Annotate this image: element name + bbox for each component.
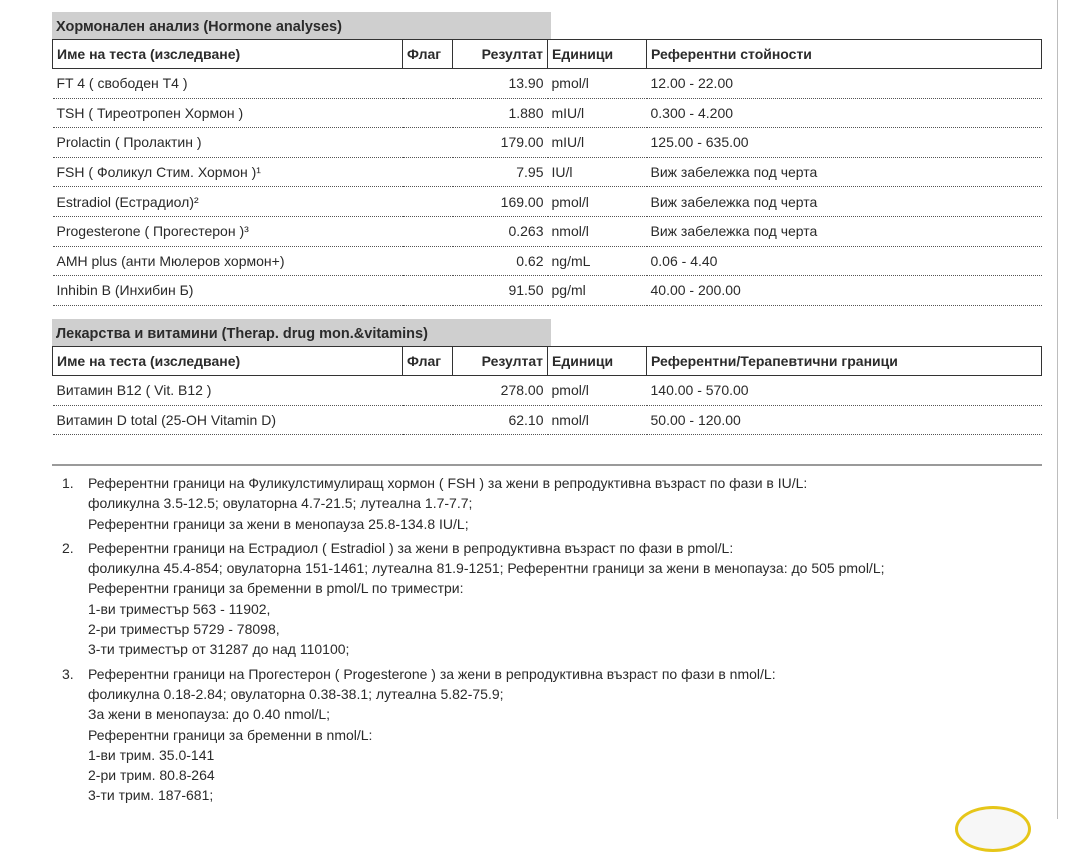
units-cell: nmol/l xyxy=(548,216,647,246)
test-name: FT 4 ( свободен T4 ) xyxy=(53,69,403,99)
footnote-line: 3-ти трим. 187-681; xyxy=(88,787,214,804)
col-header-units: Единици xyxy=(548,40,647,69)
table-row xyxy=(53,405,1042,435)
test-name: Inhibin B (Инхибин Б) xyxy=(53,276,403,306)
footnote-line: Референтни граници за бременни в nmol/L: xyxy=(88,726,373,743)
col-header-result: Резултат xyxy=(453,40,548,69)
table-row xyxy=(53,98,1042,128)
footnote-number: 2. xyxy=(62,539,74,556)
reference-range: Виж забележка под черта xyxy=(647,157,1042,187)
table-row xyxy=(53,69,1042,99)
col-header-ref: Референтни/Терапевтични граници xyxy=(647,347,1042,376)
units-cell: IU/l xyxy=(548,157,647,187)
result-value: 278.00 xyxy=(453,376,548,406)
table-header-row xyxy=(53,347,1042,376)
col-header-ref: Референтни стойности xyxy=(647,40,1042,69)
flag-cell xyxy=(403,157,453,187)
result-value: 7.95 xyxy=(453,157,548,187)
test-name: Prolactin ( Пролактин ) xyxy=(53,128,403,158)
result-value: 1.880 xyxy=(453,98,548,128)
footnote-line: За жени в менопауза: до 0.40 nmol/L; xyxy=(88,706,331,723)
footnote-line: фоликулна 45.4-854; овулаторна 151-1461; лутеална 81.9-1251; Референтни граници за жени в менопауза: до 505 pmol/L; xyxy=(88,560,885,577)
vitamins-table xyxy=(52,346,1042,435)
flag-cell xyxy=(403,69,453,99)
reference-range: 0.06 - 4.40 xyxy=(647,246,1042,276)
hormone-section xyxy=(52,12,1042,306)
vitamins-table-body xyxy=(53,376,1042,435)
corner-badge-icon xyxy=(955,806,1031,852)
test-name: AMH plus (анти Мюлеров хормон+) xyxy=(53,246,403,276)
table-row xyxy=(53,157,1042,187)
footnote-text xyxy=(88,664,1032,806)
units-cell: nmol/l xyxy=(548,405,647,435)
table-row xyxy=(53,276,1042,306)
notes-divider xyxy=(52,464,1042,466)
table-row xyxy=(53,216,1042,246)
vitamins-section xyxy=(52,319,1042,435)
reference-range: 125.00 - 635.00 xyxy=(647,128,1042,158)
result-value: 179.00 xyxy=(453,128,548,158)
test-name: FSH ( Фоликул Стим. Хормон )¹ xyxy=(53,157,403,187)
units-cell: pg/ml xyxy=(548,276,647,306)
section-title: Лекарства и витамини (Therap. drug mon.&vitamins) xyxy=(52,319,551,346)
footnote-item xyxy=(62,473,1032,534)
units-cell: pmol/l xyxy=(548,69,647,99)
section-title: Хормонален анализ (Hormone analyses) xyxy=(52,12,551,39)
result-value: 91.50 xyxy=(453,276,548,306)
footnote-line: 1-ви трим. 35.0-141 xyxy=(88,746,215,763)
col-header-flag: Флаг xyxy=(403,40,453,69)
result-value: 0.263 xyxy=(453,216,548,246)
page-right-border xyxy=(1057,0,1058,819)
flag-cell xyxy=(403,276,453,306)
footnote-line: 2-ри трим. 80.8-264 xyxy=(88,767,215,784)
col-header-name: Име на теста (изследване) xyxy=(53,40,403,69)
test-name: Estradiol (Естрадиол)² xyxy=(53,187,403,217)
footnote-line: фоликулна 0.18-2.84; овулаторна 0.38-38.1; лутеална 5.82-75.9; xyxy=(88,685,504,702)
footnote-number: 1. xyxy=(62,475,74,491)
reference-range: Виж забележка под черта xyxy=(647,187,1042,217)
units-cell: ng/mL xyxy=(548,246,647,276)
footnote-item xyxy=(62,664,1032,806)
footnotes xyxy=(62,473,1032,810)
reference-range: 12.00 - 22.00 xyxy=(647,69,1042,99)
flag-cell xyxy=(403,128,453,158)
footnote-number: 3. xyxy=(62,665,74,682)
units-cell: mIU/l xyxy=(548,128,647,158)
test-name: Витамин B12 ( Vit. B12 ) xyxy=(53,376,403,406)
table-row xyxy=(53,128,1042,158)
test-name: Витамин D total (25-OH Vitamin D) xyxy=(53,405,403,435)
footnote-line: фоликулна 3.5-12.5; овулаторна 4.7-21.5; лутеална 1.7-7.7; xyxy=(88,495,473,512)
units-cell: pmol/l xyxy=(548,187,647,217)
flag-cell xyxy=(403,187,453,217)
test-name: TSH ( Тиреотропен Хормон ) xyxy=(53,98,403,128)
hormone-table-body xyxy=(53,69,1042,306)
reference-range: 50.00 - 120.00 xyxy=(647,405,1042,435)
col-header-units: Единици xyxy=(548,347,647,376)
test-name: Progesterone ( Прогестерон )³ xyxy=(53,216,403,246)
reference-range: 0.300 - 4.200 xyxy=(647,98,1042,128)
col-header-result: Резултат xyxy=(453,347,548,376)
table-row xyxy=(53,376,1042,406)
footnote-text xyxy=(88,538,1032,660)
footnote-item xyxy=(62,538,1032,660)
table-row xyxy=(53,187,1042,217)
footnote-line: Референтни граници за жени в менопауза 25.8-134.8 IU/L; xyxy=(88,515,469,532)
footnote-line: 3-ти триместър от 31287 до над 110100; xyxy=(88,641,350,658)
footnote-line: Референтни граници за бременни в pmol/L по триместри: xyxy=(88,580,464,597)
hormone-table xyxy=(52,39,1042,306)
result-value: 0.62 xyxy=(453,246,548,276)
footnote-line: 1-ви триместър 563 - 11902, xyxy=(88,600,271,617)
col-header-name: Име на теста (изследване) xyxy=(53,347,403,376)
footnote-line: Референтни граници на Естрадиол ( Estradiol ) за жени в репродуктивна възраст по фази в pmol/L: xyxy=(88,539,734,556)
col-header-flag: Флаг xyxy=(403,347,453,376)
units-cell: pmol/l xyxy=(548,376,647,406)
flag-cell xyxy=(403,376,453,406)
table-header-row xyxy=(53,40,1042,69)
result-value: 169.00 xyxy=(453,187,548,217)
units-cell: mIU/l xyxy=(548,98,647,128)
table-row xyxy=(53,246,1042,276)
footnote-line: Референтни граници на Прогестерон ( Progesterone ) за жени в репродуктивна възраст по фази в nmol/L: xyxy=(88,665,776,682)
footnote-line: Референтни граници на Фуликулстимулиращ хормон ( FSH ) за жени в репродуктивна възраст по фази в IU/L: xyxy=(88,475,808,491)
result-value: 62.10 xyxy=(453,405,548,435)
reference-range: 40.00 - 200.00 xyxy=(647,276,1042,306)
flag-cell xyxy=(403,405,453,435)
result-value: 13.90 xyxy=(453,69,548,99)
footnote-text xyxy=(88,473,1032,534)
flag-cell xyxy=(403,98,453,128)
footnote-line: 2-ри триместър 5729 - 78098, xyxy=(88,621,280,638)
flag-cell xyxy=(403,216,453,246)
flag-cell xyxy=(403,246,453,276)
reference-range: Виж забележка под черта xyxy=(647,216,1042,246)
reference-range: 140.00 - 570.00 xyxy=(647,376,1042,406)
